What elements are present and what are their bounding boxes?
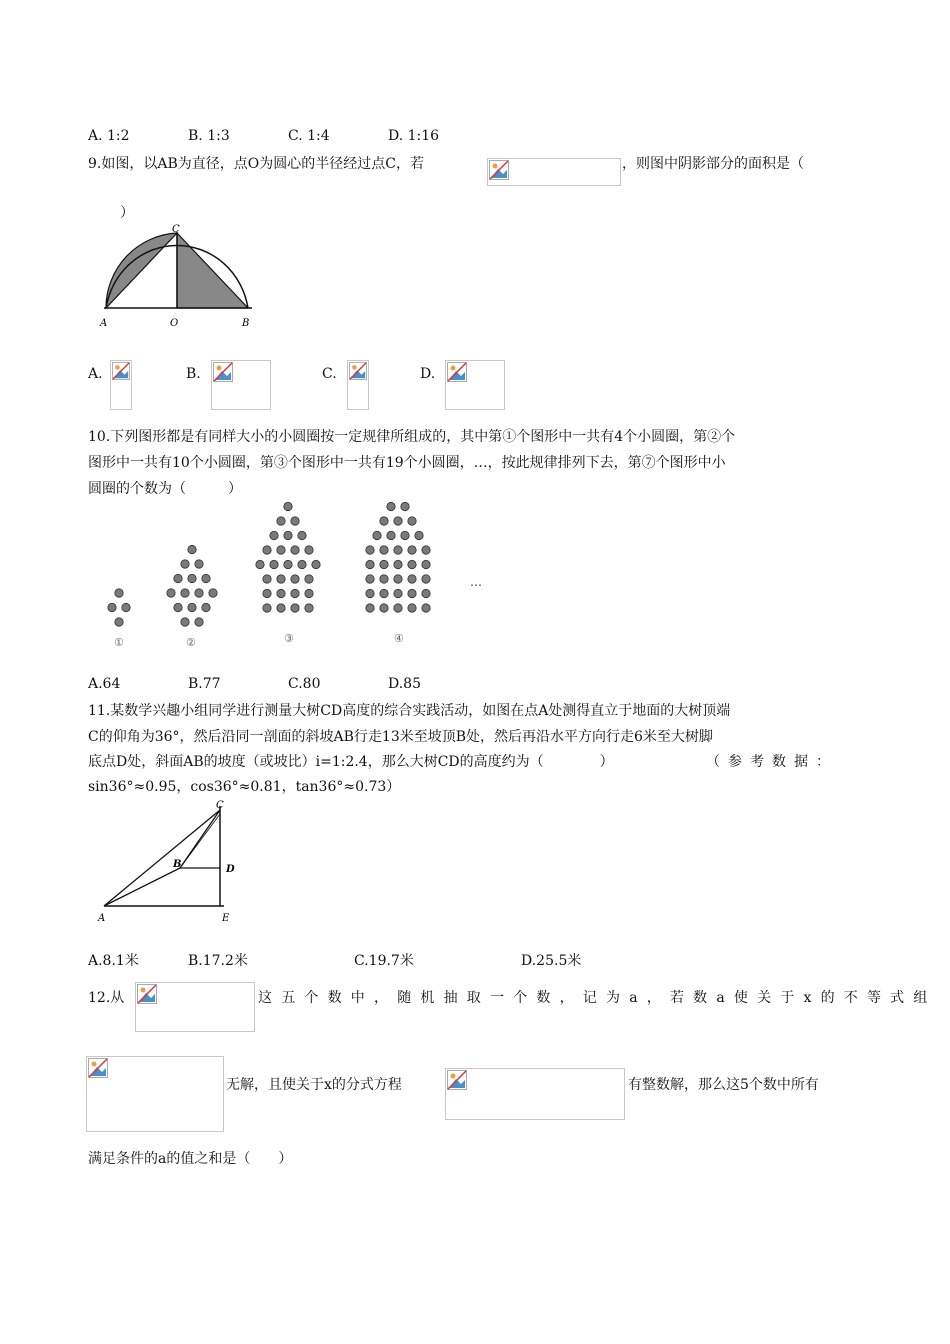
pattern-circle bbox=[305, 546, 313, 554]
pattern-circle bbox=[284, 502, 292, 510]
pattern-circle bbox=[422, 589, 430, 597]
pattern-circle bbox=[115, 618, 123, 626]
pattern-circle bbox=[263, 575, 271, 583]
pattern-circle bbox=[408, 575, 416, 583]
pattern-circle bbox=[401, 502, 409, 510]
q11-line-4: sin36°≈0.95，cos36°≈0.81，tan36°≈0.73） bbox=[88, 779, 401, 795]
q12-prefix: 12.从 bbox=[88, 990, 125, 1006]
pattern-circle bbox=[174, 574, 182, 582]
pattern-circle bbox=[284, 560, 292, 568]
pattern-circle bbox=[401, 531, 409, 539]
pattern-circle bbox=[115, 589, 123, 597]
pattern-circle bbox=[195, 618, 203, 626]
pattern-circle bbox=[277, 604, 285, 612]
q10-line-1: 10.下列图形都是有同样大小的小圆圈按一定规律所组成的，其中第①个图形中一共有4个小圆圈，第②个 bbox=[88, 429, 736, 445]
broken-image-icon bbox=[110, 360, 132, 410]
q8-option-b: B. 1:3 bbox=[188, 128, 230, 144]
pattern-circle bbox=[270, 560, 278, 568]
pattern-circle bbox=[387, 502, 395, 510]
pattern-circle bbox=[256, 560, 264, 568]
label-b: B bbox=[173, 859, 182, 870]
pattern-circle bbox=[270, 531, 278, 539]
pattern-circle bbox=[380, 575, 388, 583]
pattern-circle bbox=[380, 589, 388, 597]
q12-line-3: 满足条件的a的值之和是（ ） bbox=[88, 1151, 293, 1167]
q8-option-d: D. 1:16 bbox=[388, 128, 440, 144]
pattern-circle bbox=[122, 603, 130, 611]
q9-option-a: A. bbox=[88, 366, 103, 382]
pattern-circle bbox=[415, 531, 423, 539]
pattern-circle bbox=[380, 546, 388, 554]
semicircle-figure bbox=[96, 222, 266, 332]
q11-line-2: C的仰角为36°，然后沿同一剖面的斜坡AB行走13米至坡顶B处，然后再沿水平方向行走6米至大树脚 bbox=[88, 729, 713, 745]
pattern-circle bbox=[108, 603, 116, 611]
q9-close-paren: ） bbox=[120, 205, 134, 221]
pattern-circle bbox=[394, 575, 402, 583]
q11-option-b: B.17.2米 bbox=[188, 953, 248, 969]
q11-option-a: A.8.1米 bbox=[88, 953, 139, 969]
pattern-circle bbox=[291, 575, 299, 583]
pattern-circle bbox=[422, 546, 430, 554]
pattern-circle bbox=[408, 546, 416, 554]
pattern-circle bbox=[195, 560, 203, 568]
pattern-circle bbox=[188, 545, 196, 553]
pattern-ellipsis: … bbox=[470, 575, 482, 589]
pattern-circle bbox=[366, 604, 374, 612]
pattern-circle bbox=[312, 560, 320, 568]
pattern-circle bbox=[305, 575, 313, 583]
pattern-circle bbox=[263, 604, 271, 612]
label-b: B bbox=[242, 318, 250, 329]
pattern-circle bbox=[195, 589, 203, 597]
q10-option-d: D.85 bbox=[388, 676, 421, 692]
broken-image-icon bbox=[86, 1056, 224, 1132]
q10-option-c: C.80 bbox=[288, 676, 321, 692]
pattern-circle bbox=[277, 589, 285, 597]
q11-line-3: 底点D处，斜面AB的坡度（或坡比）i=1:2.4，那么大树CD的高度约为（ ） bbox=[88, 754, 614, 770]
circle-pattern-figure bbox=[96, 498, 516, 658]
pattern-circle bbox=[291, 517, 299, 525]
pattern-circle bbox=[202, 574, 210, 582]
pattern-circle bbox=[263, 589, 271, 597]
label-a: A bbox=[98, 913, 106, 924]
pattern-circle bbox=[422, 560, 430, 568]
pattern-circle bbox=[263, 546, 271, 554]
pattern-circle bbox=[277, 546, 285, 554]
tree-slope-figure bbox=[96, 800, 246, 924]
broken-image-icon bbox=[445, 1068, 625, 1120]
q9-option-b: B. bbox=[186, 366, 201, 382]
pattern-circle bbox=[394, 560, 402, 568]
pattern-circle bbox=[209, 589, 217, 597]
q11-option-d: D.25.5米 bbox=[521, 953, 582, 969]
pattern-circle bbox=[284, 531, 292, 539]
pattern-circle bbox=[366, 589, 374, 597]
pattern-circle bbox=[380, 560, 388, 568]
label-o: O bbox=[170, 318, 179, 329]
q12-text-mid: 无解，且使关于x的分式方程 bbox=[226, 1077, 402, 1093]
q12-text-end: 有整数解，那么这5个数中所有 bbox=[628, 1077, 819, 1093]
pattern-circle bbox=[305, 589, 313, 597]
pattern-circle bbox=[366, 546, 374, 554]
pattern-circle bbox=[181, 589, 189, 597]
pattern-circle bbox=[380, 517, 388, 525]
pattern-circle bbox=[188, 603, 196, 611]
pattern-circle bbox=[277, 575, 285, 583]
pattern-circle bbox=[387, 531, 395, 539]
pattern-circle bbox=[394, 517, 402, 525]
pattern-circle bbox=[202, 603, 210, 611]
pattern-circle bbox=[277, 517, 285, 525]
q9-option-d: D. bbox=[420, 366, 436, 382]
pattern-circle bbox=[366, 575, 374, 583]
pattern-circle bbox=[394, 604, 402, 612]
pattern-circle bbox=[422, 604, 430, 612]
label-a: A bbox=[100, 318, 108, 329]
broken-image-icon bbox=[347, 360, 369, 410]
broken-image-icon bbox=[211, 360, 271, 410]
pattern-circle bbox=[394, 589, 402, 597]
q8-option-a: A. 1:2 bbox=[88, 128, 130, 144]
pattern-circle bbox=[394, 546, 402, 554]
label-e: E bbox=[222, 913, 230, 924]
pattern-label-3: ③ bbox=[284, 632, 294, 645]
pattern-circle bbox=[298, 531, 306, 539]
pattern-circle bbox=[408, 517, 416, 525]
pattern-circle bbox=[305, 604, 313, 612]
pattern-circle bbox=[291, 546, 299, 554]
q8-option-c: C. 1:4 bbox=[288, 128, 330, 144]
pattern-circle bbox=[422, 575, 430, 583]
pattern-circle bbox=[408, 560, 416, 568]
q9-option-c: C. bbox=[322, 366, 337, 382]
broken-image-icon bbox=[487, 158, 621, 186]
pattern-circle bbox=[291, 589, 299, 597]
pattern-label-4: ④ bbox=[394, 632, 404, 645]
q11-line-1: 11.某数学兴趣小组同学进行测量大树CD高度的综合实践活动，如图在点A处测得直立于地面的大树顶端 bbox=[88, 703, 731, 719]
pattern-circle bbox=[373, 531, 381, 539]
pattern-label-2: ② bbox=[186, 636, 196, 649]
q10-option-b: B.77 bbox=[188, 676, 221, 692]
q11-option-c: C.19.7米 bbox=[354, 953, 414, 969]
q10-line-3: 圆圈的个数为（ ） bbox=[88, 481, 242, 497]
pattern-circle bbox=[167, 589, 175, 597]
pattern-circle bbox=[291, 604, 299, 612]
pattern-circle bbox=[298, 560, 306, 568]
q10-line-2: 图形中一共有10个小圆圈，第③个图形中一共有19个小圆圈，…，按此规律排列下去，第⑦个图形中小 bbox=[88, 455, 726, 471]
q9-text-after: ，则图中阴影部分的面积是（ bbox=[622, 156, 804, 172]
broken-image-icon bbox=[135, 982, 255, 1032]
q12-line-1-rest: 这五个数中，随机抽取一个数，记为a，若数a使关于x的不等式组 bbox=[258, 990, 937, 1006]
label-d: D bbox=[226, 864, 235, 875]
pattern-circle bbox=[181, 618, 189, 626]
pattern-circle bbox=[174, 603, 182, 611]
pattern-circle bbox=[366, 560, 374, 568]
label-c: C bbox=[216, 800, 224, 811]
pattern-circle bbox=[188, 574, 196, 582]
q10-option-a: A.64 bbox=[88, 676, 121, 692]
broken-image-icon bbox=[445, 360, 505, 410]
pattern-circle bbox=[181, 560, 189, 568]
q9-text-before: 9.如图，以AB为直径，点O为圆心的半径经过点C，若 bbox=[88, 156, 424, 172]
pattern-circle bbox=[408, 589, 416, 597]
pattern-circle bbox=[380, 604, 388, 612]
pattern-circle bbox=[408, 604, 416, 612]
q11-reference-label: （参考数据： bbox=[706, 754, 838, 770]
pattern-label-1: ① bbox=[114, 636, 124, 649]
label-c: C bbox=[172, 224, 180, 235]
